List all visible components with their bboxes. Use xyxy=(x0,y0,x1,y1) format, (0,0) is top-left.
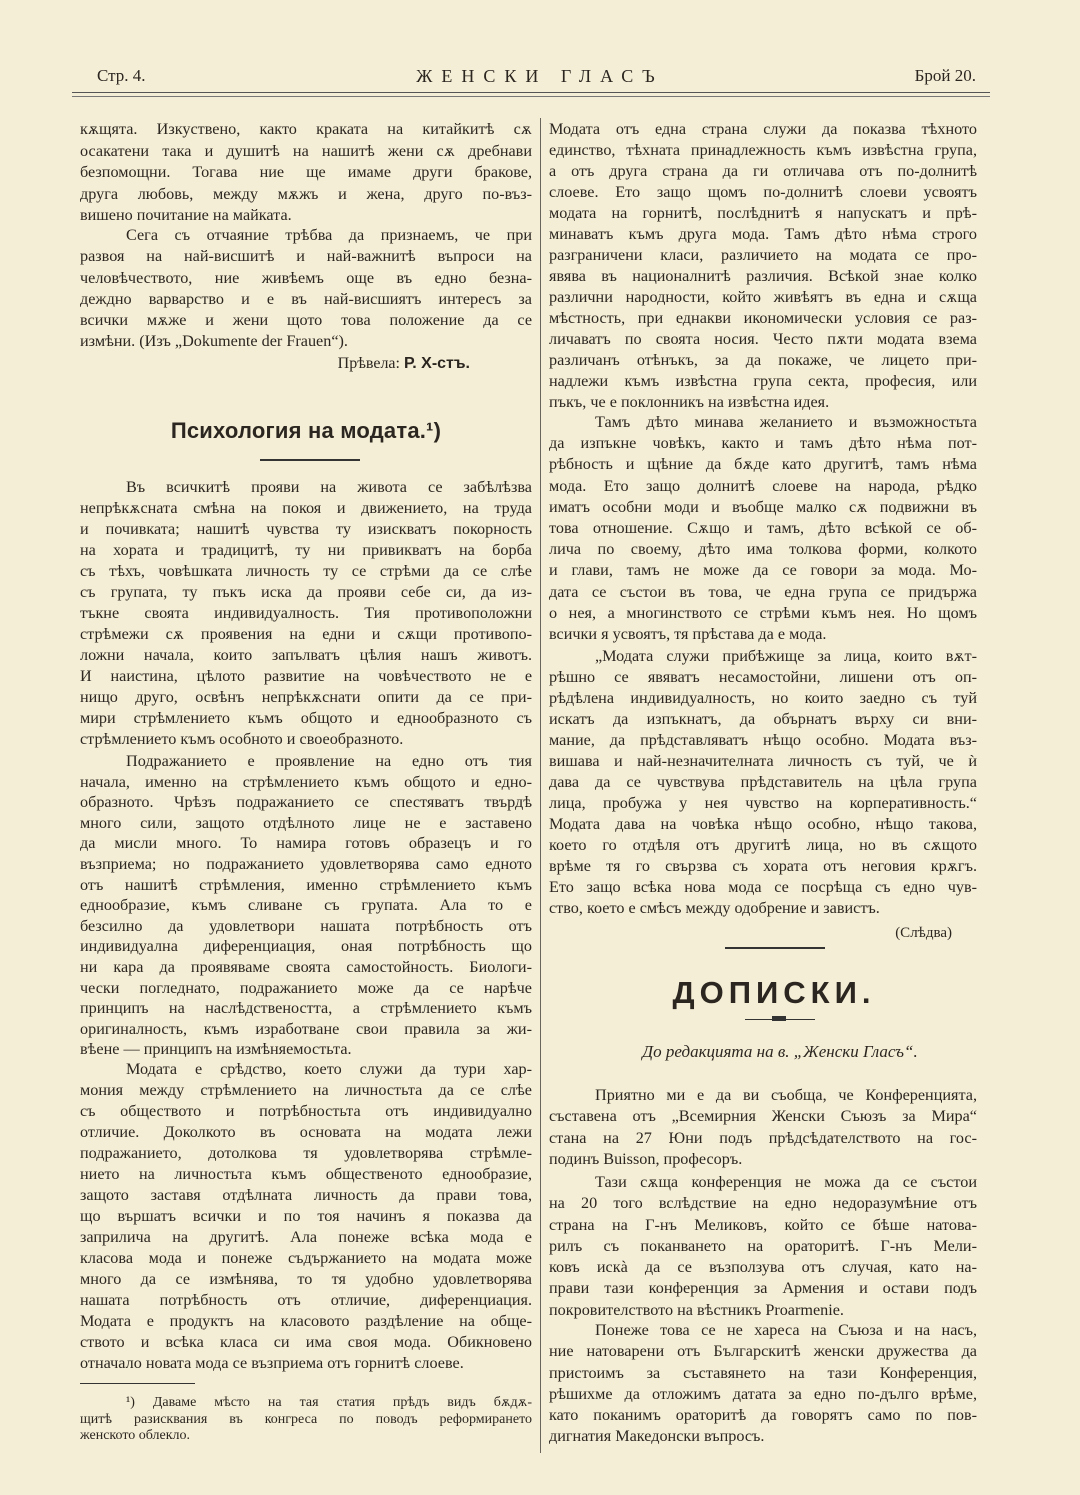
text-line: надлежи къмъ извѣстна група секта, професия, или xyxy=(549,372,977,390)
text-line: развоя на най-висшитѣ и най-важнитѣ въпроси на xyxy=(80,247,532,266)
text-line: вѣене — принципъ на измѣняемостьта. xyxy=(80,1040,352,1059)
text-line: подражанието, дотолкова тя удовлетворява стрѣмле- xyxy=(80,1144,532,1162)
text-line: всички мѫже и жени щото това положение да се xyxy=(80,311,532,330)
text-line: Понеже това се не хареса на Съюза и на насъ, xyxy=(595,1321,977,1339)
text-line: чески погледнато, подражанието може да се нарѣче xyxy=(80,978,532,997)
text-line: женското облекло. xyxy=(80,1428,191,1443)
text-line: Въ всичкитѣ прояви на живота се забѣлѣзва xyxy=(126,478,532,496)
paragraph xyxy=(549,1085,977,1170)
text-line: измѣни. (Изъ „Dokumente der Frauen“). xyxy=(80,332,348,351)
text-line: оригиналность, къмъ изработване свои правила за жи- xyxy=(80,1019,532,1038)
letter-addressee: До редакцията на в. „Женски Гласъ“. xyxy=(642,1042,918,1061)
section-title: ДОПИСКИ. xyxy=(672,975,876,1010)
text-line: ни кара да проявяваме своята самостойность. Биологи- xyxy=(80,957,532,976)
text-line: Модата е срѣдство, което служи да тури хар- xyxy=(126,1060,532,1078)
paragraph xyxy=(80,1059,532,1374)
text-line: нашата потрѣбность отъ отличие, диференциация. xyxy=(80,1291,532,1309)
text-line: мония между стрѣмлението на личностьта да се слѣе xyxy=(80,1081,532,1099)
continued-note: (Слѣдва) xyxy=(895,925,952,941)
ornament-dot xyxy=(772,1016,786,1021)
article-title: Психология на модата.¹) xyxy=(170,418,442,443)
text-line: непрѣкѫсната смѣна на покоя и движението, на труда xyxy=(80,499,532,517)
text-line: покровителството на вѣстникъ Proarmenie. xyxy=(549,1300,844,1319)
text-line: кѫщята. Изкуствено, както краката на китайкитѣ сѫ xyxy=(80,120,532,138)
section-rule xyxy=(725,947,825,949)
text-line: като поканимъ ораторитѣ да говорятъ само по пов- xyxy=(549,1406,977,1425)
text-line: много сили, защото отдѣлното лице не е заставено xyxy=(80,813,532,832)
text-line: прави тази конференция за Армения и остави подъ xyxy=(549,1279,977,1298)
text-line: отличие. Доколкото въ основата на модата лежи xyxy=(80,1123,532,1141)
text-line: мание, да прѣдставляватъ нѣщо особно. Модата въз- xyxy=(549,731,977,749)
text-line: Модата е продуктъ на класовото раздѣление на обще- xyxy=(80,1312,532,1330)
text-line: ние натоварени отъ Българскитѣ женски дружества да xyxy=(549,1342,977,1361)
newspaper-masthead: ЖЕНСКИ ГЛАСЪ xyxy=(416,66,664,86)
text-line: рѣшно се явяватъ несамостойни, лишени отъ оп- xyxy=(549,668,977,686)
footnote-rule xyxy=(80,1383,195,1384)
text-line: И наистина, цѣлото развитие на човѣчеството не е xyxy=(80,667,532,685)
text-line: и глави, тамъ не може да се говори за мода. Мо- xyxy=(549,561,977,580)
paragraph xyxy=(80,119,532,227)
text-line: врѣме тя го свързва съ хората отъ неговия крѫгъ. xyxy=(549,857,977,875)
text-line: рилъ съ поканването на ораторитѣ. Г-нъ Мели- xyxy=(549,1236,977,1255)
text-line: „Модата служи прибѣжище за лица, които вѫт- xyxy=(595,647,977,665)
text-line: разграничени класи, различието на модата се про- xyxy=(549,246,977,264)
text-line: ¹) Даваме мѣсто на тая статия прѣдъ видъ бѫдѫ- xyxy=(126,1395,532,1410)
paragraph xyxy=(80,477,532,750)
text-line: Ето защо всѣка нова мода се посрѣща съ едно чув- xyxy=(549,878,977,896)
text-line: Модата отъ една страна служи да показва тѣхното xyxy=(549,120,977,138)
text-line: дата се състои въ това, че една група се придържа xyxy=(549,582,977,601)
text-line: Модата дава на човѣка нѣщо особно, нѣщо такова, xyxy=(549,815,977,833)
text-line: класова мода и понеже съдържанието на модата може xyxy=(80,1249,532,1267)
page-number: Стр. 4. xyxy=(97,66,146,85)
text-line: защото заставя отдѣлната личность да прави това, xyxy=(80,1186,532,1204)
paragraph xyxy=(80,225,532,353)
text-line: мири стрѣмлението къмъ общото и еднообразното съ xyxy=(80,709,532,727)
text-line: Сега съ отчаяние трѣбва да признаемъ, че при xyxy=(126,226,532,244)
text-line: а отъ друга страна да ги отличава отъ по-долнитѣ xyxy=(549,162,977,180)
text-line: и почивката; нашитѣ чувства ту изискватъ покорность xyxy=(80,520,532,538)
text-line: лича по своему, дѣто има толкова форми, колкото xyxy=(549,540,977,559)
text-line: пристоимъ за съставянето на тази Конференция, xyxy=(549,1363,977,1382)
text-line: искатъ да изпъкнатъ, да обърнатъ върху си вни- xyxy=(549,710,977,728)
text-line: иматъ особни моди и въобще малко сѫ подвижни въ xyxy=(549,497,977,516)
text-line: индивидуална диференциация, оная потрѣбность що xyxy=(80,937,532,956)
text-line: да изпъкне човѣкъ, както и тамъ дѣто нѣма пот- xyxy=(549,434,977,453)
text-line: стана на 27 Юни подъ прѣдсѣдателството на гос- xyxy=(549,1128,977,1147)
text-line: Тази сѫща конференция не можа да се състои xyxy=(595,1173,977,1191)
text-line: на хората и традицитѣ, ту ни привикватъ на борба xyxy=(80,541,532,559)
paragraph xyxy=(549,119,977,413)
text-line: всички я усвоятъ, тя прѣстава да е мода. xyxy=(549,625,827,644)
text-line: що вършатъ всички и по тоя начинъ я показва да xyxy=(80,1207,532,1225)
issue-number: Брой 20. xyxy=(914,66,976,85)
text-line: пъкъ, че е поклонникъ на извѣстна идея. xyxy=(549,393,830,411)
text-line: осакатени така и душитѣ на нашитѣ жени сѫ дребнави xyxy=(80,141,532,160)
text-line: вишава и най-незначителната личность съ туй, че ѝ xyxy=(549,752,977,770)
text-line: принципъ на наслѣдствеността, а стрѣмлението къмъ xyxy=(80,999,532,1018)
text-line: мода. Ето защо долнитѣ слоеве на народа, рѣдко xyxy=(549,476,977,495)
text-line: Подражанието е проявление на едно отъ тия xyxy=(126,752,532,770)
text-line: Приятно ми е да ви съобща, че Конференцията, xyxy=(595,1086,977,1104)
text-line: съ обществото и потрѣбностьта отъ индивидуално xyxy=(80,1102,532,1120)
text-line: слоеве. Ето защо щомъ по-долнитѣ слоеви усвоятъ xyxy=(549,183,977,201)
title-rule xyxy=(260,459,360,461)
text-line: нищо друго, освѣнъ непрѣкѫснати опити да се при- xyxy=(80,688,532,706)
text-line: дигнатия Македонски въпросъ. xyxy=(549,1427,765,1446)
paragraph xyxy=(549,1172,977,1321)
text-line: ството и всѣка класа си има своя мода. Обикновено xyxy=(80,1333,532,1351)
text-line: друга любовь, между мѫжъ и жена, друго по-въз- xyxy=(80,184,532,203)
text-line: ложни начала, които запълватъ цѣлия нашъ животъ. xyxy=(80,646,532,664)
text-line: тъкне своята индивидуалность. Тия противоположни xyxy=(80,604,532,622)
paragraph xyxy=(80,751,532,1060)
text-line: человѣчеството, ние живѣемъ още въ едно безна- xyxy=(80,268,532,287)
text-line: Тамъ дѣто минава желанието и възможностьта xyxy=(595,413,977,431)
paragraph xyxy=(549,412,977,645)
footnote xyxy=(80,1395,532,1445)
text-line: начала, именно на стрѣмлението къмъ общото и едно- xyxy=(80,772,532,791)
text-line: стрѣмлението къмъ особното и своеобразното. xyxy=(80,730,404,748)
text-line: отъ нашитѣ стрѣмления, именно стрѣмлението къмъ xyxy=(80,875,532,894)
text-line: съ групата, ту пъкъ иска да прояви себе си, да из- xyxy=(80,583,532,601)
text-line: съ тѣхъ, човѣшката личность ту се стрѣми да се слѣе xyxy=(80,562,532,580)
translator-label: Прѣвела: xyxy=(337,355,400,372)
text-line: да мисли много. То намира готовъ образецъ и го xyxy=(80,834,532,853)
text-line: вишено почитание на майката. xyxy=(80,206,292,224)
text-line: отначало новата мода се възприема отъ горнитѣ слоеве. xyxy=(80,1354,464,1372)
text-line: образното. Чрѣзъ подражанието се спестяватъ твърдѣ xyxy=(80,793,532,812)
translator-credit xyxy=(338,355,470,373)
text-line: дава да се чувствува прѣдставитель на цѣла група xyxy=(549,773,977,791)
text-line: различни народности, който живѣятъ въ една и сѫща xyxy=(549,288,977,306)
text-line: рѣбность и щѣние да бѫде като другитѣ, тамъ нѣма xyxy=(549,455,977,474)
text-line: възприема; но подражанието удовлетворява само едното xyxy=(80,854,532,873)
text-line: ковъ искà да се възползува отъ случая, като на- xyxy=(549,1258,977,1277)
text-line: еднообразие, къмъ сливане съ групата. Ала то е xyxy=(80,896,532,915)
text-line: рѣдѣлена индивидуалность, но които заедно съ туй xyxy=(549,689,977,707)
text-line: това отношение. Сѫщо и тамъ, дѣто всѣкой се об- xyxy=(549,519,977,538)
text-line: лица, пробужа у нея чувство на корперативность.“ xyxy=(549,794,977,812)
text-line: безпомощни. Тогава ние ще имаме други бракове, xyxy=(80,163,532,181)
column-divider xyxy=(540,118,541,1453)
paragraph xyxy=(549,1320,977,1448)
text-line: което го отдѣля отъ другитѣ лица, но въ сѫщото xyxy=(549,836,977,854)
text-line: заприлича на другитѣ. Ала понеже всѣка мода е xyxy=(80,1228,532,1246)
text-line: нието на личностьта къмъ общественото еднообразие, xyxy=(80,1165,532,1183)
text-line: съставена отъ „Всемирния Женски Съюзъ за Мира“ xyxy=(549,1107,977,1126)
text-line: подинъ Buisson, професоръ. xyxy=(549,1149,743,1168)
text-line: страна на Г-нъ Меликовъ, който се бѣше натова- xyxy=(549,1215,977,1234)
text-line: рѣшихме да отложимъ датата за едно по-дълго врѣме, xyxy=(549,1384,977,1403)
text-line: различанъ отѣнъкъ, за да покаже, че лицето при- xyxy=(549,351,977,369)
header-rule xyxy=(72,92,990,97)
text-line: личаватъ по своята носия. Често пѫти модата взема xyxy=(549,330,977,348)
text-line: о нея, а многинството се стрѣми къмъ нея. Но щомъ xyxy=(549,603,977,622)
text-line: безсилно да удовлетвори нашата потрѣбность отъ xyxy=(80,916,532,935)
text-line: много да се измѣнява, то тя удобно удовлетворява xyxy=(80,1270,532,1288)
text-line: стрѣмежи сѫ проявения на едни и сѫщи противопо- xyxy=(80,625,532,643)
text-line: ство, което е смѣсъ между одобрение и завистъ. xyxy=(549,899,880,917)
text-line: на 20 того вслѣдствие на едно недоразумѣние отъ xyxy=(549,1194,977,1213)
paragraph xyxy=(549,646,977,919)
text-line: мѣстность, при еднакви икономически условия се раз- xyxy=(549,309,977,327)
text-line: модата на горнитѣ, послѣднитѣ я напускатъ и прѣ- xyxy=(549,204,977,222)
translator-name: Р. Х-стъ. xyxy=(403,355,470,372)
text-line: явява въ националнитѣ различия. Всѣкой знае колко xyxy=(549,267,977,285)
text-line: единство, тѣхната принадлежность къмъ извѣстна група, xyxy=(549,141,977,159)
text-line: деждно варварство и е въ най-висшиятъ интересъ за xyxy=(80,289,532,308)
text-line: щитѣ разисквания въ конгреса по поводъ реформирането xyxy=(80,1411,532,1427)
text-line: минаватъ къмъ друга мода. Тамъ дѣто нѣма строго xyxy=(549,225,977,243)
